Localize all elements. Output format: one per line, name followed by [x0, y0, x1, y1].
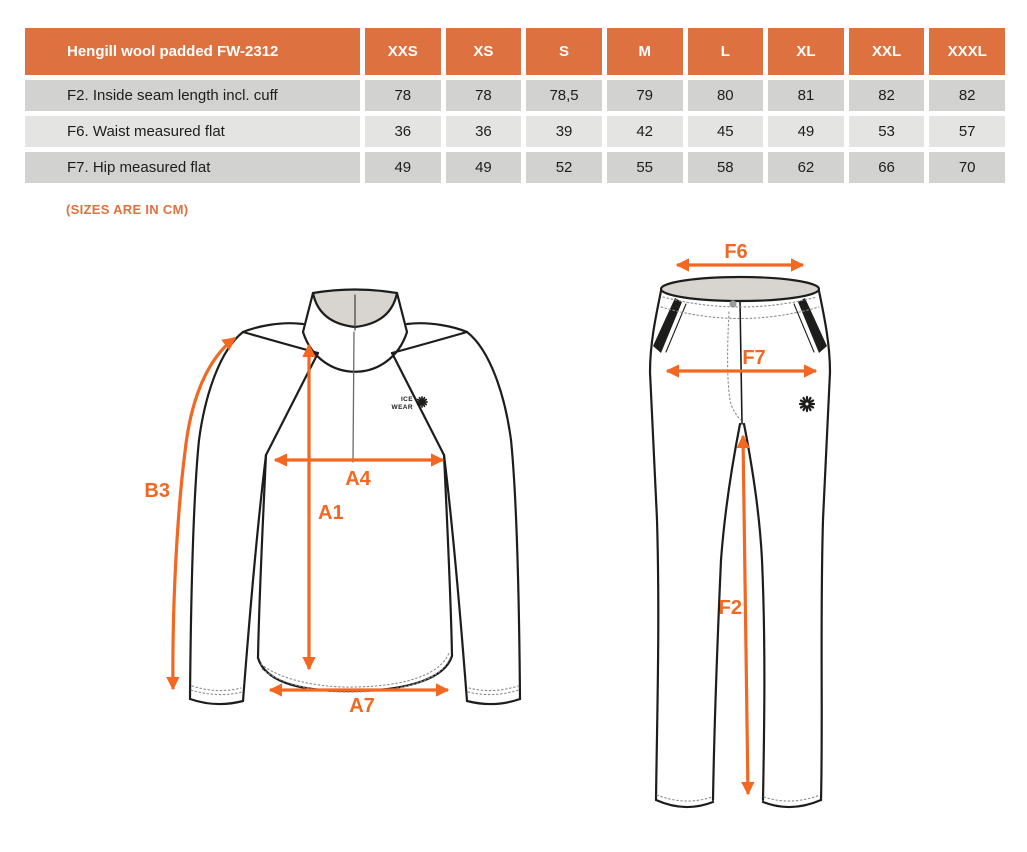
table-cell: 62	[768, 152, 844, 183]
table-cell: 45	[688, 116, 764, 147]
table-cell: 36	[365, 116, 441, 147]
sizes-unit-note: (SIZES ARE IN CM)	[66, 202, 189, 217]
size-header-xs: XS	[446, 28, 522, 75]
stitch-lines	[191, 653, 519, 695]
label-a4: A4	[345, 468, 371, 490]
left-cuff-edge	[190, 699, 243, 704]
table-cell: 49	[768, 116, 844, 147]
sweater-diagram	[190, 290, 520, 705]
pants-right-outer	[819, 291, 830, 800]
table-cell: 82	[849, 80, 925, 111]
label-f2: F2	[718, 597, 742, 619]
icewear-logo	[392, 396, 414, 411]
table-cell: 52	[526, 152, 602, 183]
table-cell: 81	[768, 80, 844, 111]
size-header-xxl: XXL	[849, 28, 925, 75]
arrow-f2	[743, 436, 748, 794]
label-a7: A7	[349, 695, 375, 717]
left-sleeve-outer	[190, 332, 243, 699]
sweater-measurements	[173, 338, 448, 690]
table-cell: 58	[688, 152, 764, 183]
table-cell: 78	[365, 80, 441, 111]
pants-diagram	[650, 277, 830, 807]
table-cell: 70	[929, 152, 1005, 183]
table-cell: 53	[849, 116, 925, 147]
table-cell: 55	[607, 152, 683, 183]
logo-text-ice: ICE	[400, 396, 413, 403]
table-cell: 80	[688, 80, 764, 111]
size-header-m: M	[607, 28, 683, 75]
label-a1: A1	[318, 502, 344, 524]
pants-left-outer	[650, 291, 661, 800]
table-cell: 66	[849, 152, 925, 183]
logo-text-wear: WEAR	[391, 404, 413, 411]
hem-edge	[258, 656, 452, 691]
size-header-xl: XL	[768, 28, 844, 75]
row-label-f7: F7. Hip measured flat	[25, 152, 360, 183]
right-sleeve-outer	[467, 332, 520, 699]
table-cell: 42	[607, 116, 683, 147]
right-cuff-edge	[467, 699, 520, 704]
table-cell: 82	[929, 80, 1005, 111]
size-header-xxs: XXS	[365, 28, 441, 75]
table-title: Hengill wool padded FW-2312	[25, 28, 360, 75]
table-cell: 78	[446, 80, 522, 111]
size-header-l: L	[688, 28, 764, 75]
left-shoulder-seam	[243, 323, 303, 332]
label-b3: B3	[144, 480, 170, 502]
table-cell: 39	[526, 116, 602, 147]
table-cell: 78,5	[526, 80, 602, 111]
row-label-f6: F6. Waist measured flat	[25, 116, 360, 147]
table-cell: 49	[446, 152, 522, 183]
pants-snowflake-icon	[800, 397, 814, 411]
waist-opening	[661, 277, 819, 301]
pants-stitch-lines	[657, 297, 820, 801]
right-shoulder-seam	[407, 323, 467, 332]
row-label-f2: F2. Inside seam length incl. cuff	[25, 80, 360, 111]
table-cell: 57	[929, 116, 1005, 147]
size-header-xxxl: XXXL	[929, 28, 1005, 75]
table-cell: 49	[365, 152, 441, 183]
size-header-s: S	[526, 28, 602, 75]
zipper-line	[353, 332, 354, 462]
left-sleeve-inner	[243, 455, 266, 701]
table-cell: 79	[607, 80, 683, 111]
arrow-b3	[173, 338, 235, 689]
table-cell: 36	[446, 116, 522, 147]
label-f6: F6	[724, 241, 748, 263]
label-f7: F7	[742, 347, 766, 369]
